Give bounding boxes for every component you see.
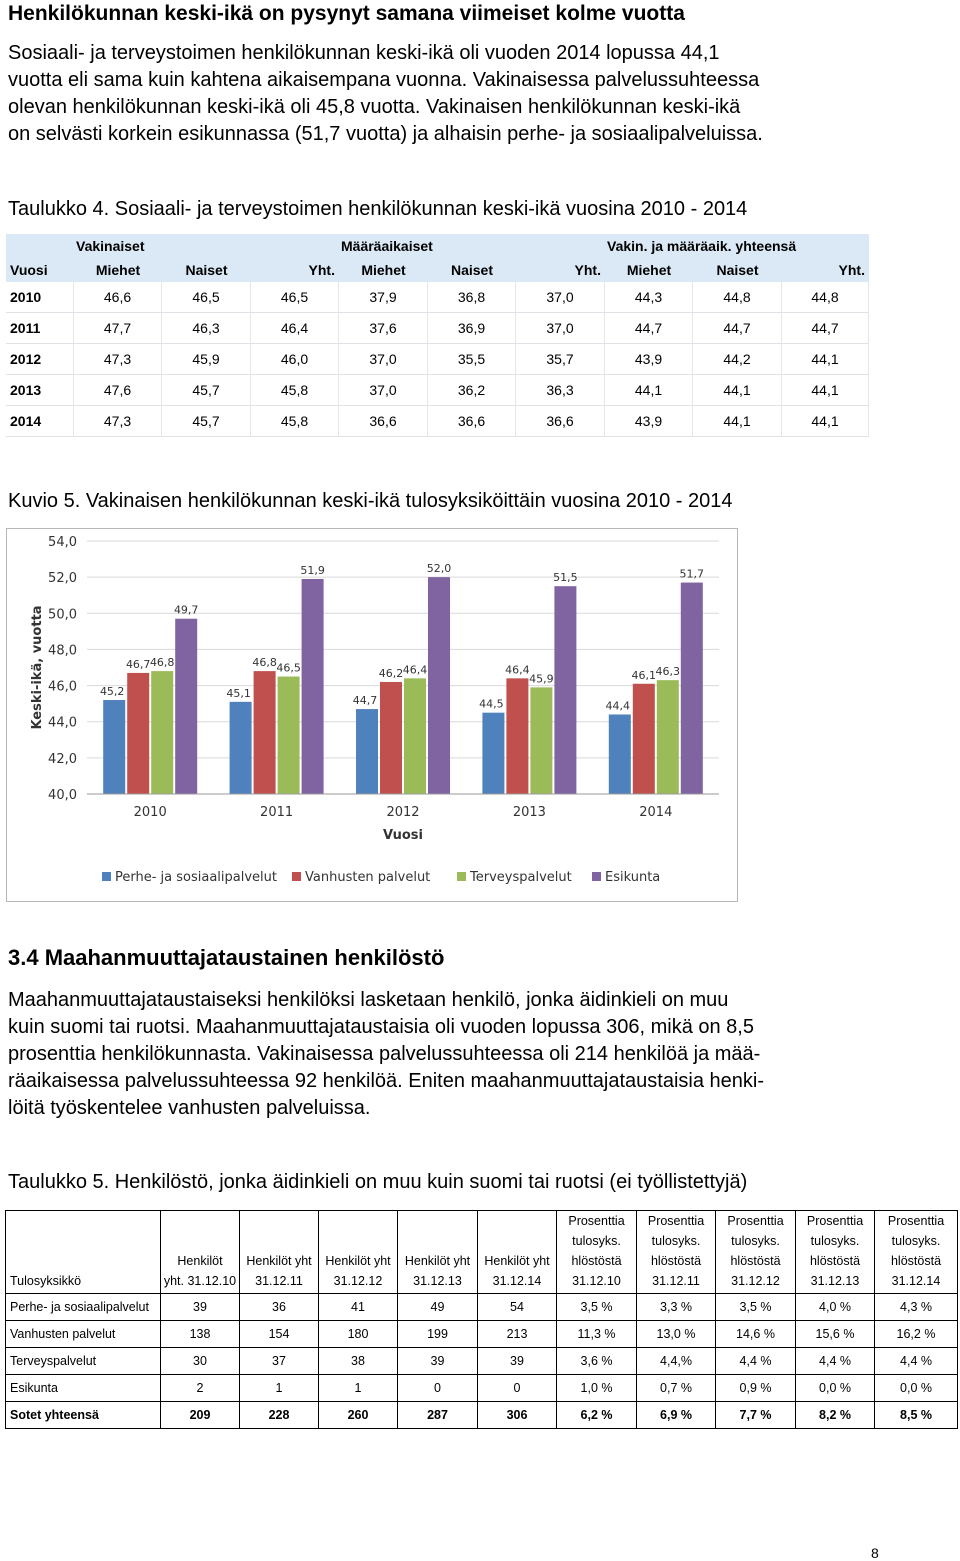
table-row <box>6 1321 958 1348</box>
y-axis-label: Keski-ikä, vuotta <box>30 605 45 730</box>
legend-label: Esikunta <box>605 870 661 885</box>
value-cell: 0,9 % <box>716 1375 796 1402</box>
y-tick-label: 44,0 <box>48 715 77 731</box>
x-tick-label: 2014 <box>639 805 673 820</box>
header-line: hlöstöstä <box>571 1254 622 1268</box>
x-axis-label: Vuosi <box>383 828 423 843</box>
header-line: tulosyks. <box>891 1234 941 1248</box>
header-line: Prosenttia <box>806 1214 864 1228</box>
section-heading: Henkilökunnan keski-ikä on pysynyt samana viimeiset kolme vuotta <box>8 2 685 25</box>
x-tick-label: 2012 <box>386 805 420 820</box>
x-tick-label: 2011 <box>260 805 294 820</box>
header-line: Tulosyksikkö <box>10 1274 82 1288</box>
value-cell: 47,7 <box>74 313 162 344</box>
paragraph-line: prosenttia henkilökunnasta. Vakinaisessa palvelussuhteessa oli 214 henkilöä ja mää- <box>8 1043 761 1065</box>
column-header <box>398 1211 478 1294</box>
bar <box>278 677 300 794</box>
value-cell: 1 <box>240 1375 319 1402</box>
value-cell: 4,4 % <box>716 1348 796 1375</box>
header-line: 31.12.13 <box>810 1274 860 1288</box>
value-cell: 44,2 <box>693 344 782 375</box>
figure-caption: Kuvio 5. Vakinaisen henkilökunnan keski-ikä tulosyksiköittäin vuosina 2010 - 2014 <box>8 490 733 512</box>
table4-caption: Taulukko 4. Sosiaali- ja terveystoimen henkilökunnan keski-ikä vuosina 2010 - 2014 <box>8 198 748 220</box>
y-tick-label: 46,0 <box>48 679 77 695</box>
value-cell: 36,2 <box>428 375 516 406</box>
header-line: hlöstöstä <box>809 1254 861 1268</box>
value-cell: 4,0 % <box>796 1294 875 1321</box>
unit-cell: Vanhusten palvelut <box>6 1321 161 1348</box>
value-cell: 37,0 <box>516 313 605 344</box>
data-label: 46,3 <box>655 665 681 679</box>
value-cell: 39 <box>398 1348 478 1375</box>
header-line: Prosenttia <box>887 1214 945 1228</box>
section-heading-3-4: 3.4 Maahanmuuttajataustainen henkilöstö <box>8 945 445 970</box>
group-header: Vakin. ja määräaik. yhteensä <box>605 234 869 258</box>
sub-header: Yht. <box>782 258 869 282</box>
value-cell: 3,5 % <box>557 1294 637 1321</box>
data-label: 49,7 <box>173 603 199 617</box>
data-label: 45,1 <box>226 686 251 700</box>
year-cell: 2010 <box>6 282 74 313</box>
value-cell: 209 <box>161 1402 240 1429</box>
table-row <box>6 344 869 375</box>
paragraph-line: räaikaisessa palvelussuhteessa 92 henkilöä. Eniten maahanmuuttajataustaisia henki- <box>8 1070 765 1092</box>
value-cell: 306 <box>478 1402 557 1429</box>
value-cell: 44,7 <box>605 313 693 344</box>
value-cell: 260 <box>319 1402 398 1429</box>
paragraph-line: löitä työskentelee vanhusten palveluissa. <box>8 1097 371 1119</box>
group-header: Vakinaiset <box>74 234 339 258</box>
x-tick-label: 2013 <box>512 805 546 820</box>
value-cell: 4,3 % <box>875 1294 958 1321</box>
header-line: 31.12.14 <box>891 1274 941 1288</box>
value-cell: 213 <box>478 1321 557 1348</box>
sub-header: Miehet <box>605 258 693 282</box>
value-cell: 47,6 <box>74 375 162 406</box>
data-label: 44,7 <box>352 694 378 708</box>
bar <box>103 700 125 794</box>
value-cell: 1 <box>319 1375 398 1402</box>
header-line: tulosyks. <box>572 1234 621 1248</box>
table4-average-age <box>6 234 869 437</box>
value-cell: 6,2 % <box>557 1402 637 1429</box>
value-cell: 45,7 <box>162 406 251 437</box>
value-cell: 39 <box>161 1294 240 1321</box>
header-line: tulosyks. <box>810 1234 860 1248</box>
sub-header: Miehet <box>74 258 162 282</box>
bar <box>506 678 528 794</box>
value-cell: 199 <box>398 1321 478 1348</box>
value-cell: 37,6 <box>339 313 428 344</box>
value-cell: 8,2 % <box>796 1402 875 1429</box>
header-line: 31.12.11 <box>255 1274 303 1288</box>
table-row <box>6 406 869 437</box>
value-cell: 0,7 % <box>637 1375 716 1402</box>
header-line: tulosyks. <box>651 1234 701 1248</box>
bar <box>554 586 576 794</box>
column-header <box>557 1211 637 1294</box>
y-tick-label: 42,0 <box>48 751 77 767</box>
value-cell: 44,1 <box>693 406 782 437</box>
paragraph-line: Maahanmuuttajataustaiseksi henkilöksi lasketaan henkilö, jonka äidinkieli on muu <box>8 989 729 1011</box>
value-cell: 228 <box>240 1402 319 1429</box>
x-tick-label: 2010 <box>133 805 167 820</box>
value-cell: 14,6 % <box>716 1321 796 1348</box>
data-label: 51,5 <box>553 571 578 585</box>
column-header <box>319 1211 398 1294</box>
year-cell: 2014 <box>6 406 74 437</box>
header-line: 31.12.13 <box>413 1274 462 1288</box>
header-line: Henkilöt yht <box>404 1254 471 1268</box>
value-cell: 35,5 <box>428 344 516 375</box>
value-cell: 36,8 <box>428 282 516 313</box>
value-cell: 44,3 <box>605 282 693 313</box>
value-cell: 45,8 <box>251 406 339 437</box>
value-cell: 15,6 % <box>796 1321 875 1348</box>
header-line: hlöstöstä <box>890 1254 942 1268</box>
value-cell: 36,6 <box>516 406 605 437</box>
bar <box>254 671 276 794</box>
header-line: 31.12.11 <box>652 1274 700 1288</box>
data-label: 52,0 <box>426 562 452 576</box>
group-header: Määräaikaiset <box>339 234 605 258</box>
value-cell: 44,1 <box>605 375 693 406</box>
value-cell: 45,7 <box>162 375 251 406</box>
value-cell: 36 <box>240 1294 319 1321</box>
value-cell: 36,9 <box>428 313 516 344</box>
table-row <box>6 1348 958 1375</box>
header-line: 31.12.12 <box>731 1274 780 1288</box>
intro-paragraph <box>8 40 763 148</box>
table-row <box>6 1375 958 1402</box>
header-line: 31.12.14 <box>492 1274 542 1288</box>
value-cell: 46,3 <box>162 313 251 344</box>
value-cell: 44,8 <box>782 282 869 313</box>
bar <box>482 713 504 794</box>
bar <box>530 687 552 794</box>
table5-immigrant-staff <box>5 1210 958 1429</box>
header-line: Henkilöt <box>177 1254 223 1268</box>
sub-header: Naiset <box>162 258 251 282</box>
bar <box>302 579 324 794</box>
y-tick-label: 52,0 <box>48 571 77 587</box>
value-cell: 180 <box>319 1321 398 1348</box>
bar <box>609 714 631 794</box>
total-row <box>6 1402 958 1429</box>
value-cell: 46,0 <box>251 344 339 375</box>
page-number: 8 <box>871 1545 879 1561</box>
bar <box>633 684 655 794</box>
value-cell: 0,0 % <box>796 1375 875 1402</box>
paragraph-line: kuin suomi tai ruotsi. Maahanmuuttajataustaisia oli vuoden lopussa 306, mikä on 8,5 <box>8 1016 754 1038</box>
value-cell: 37,9 <box>339 282 428 313</box>
bar-chart <box>6 528 738 902</box>
value-cell: 46,5 <box>162 282 251 313</box>
value-cell: 46,5 <box>251 282 339 313</box>
header-line: Prosenttia <box>568 1214 625 1228</box>
column-header <box>875 1211 958 1294</box>
table-row <box>6 375 869 406</box>
value-cell: 30 <box>161 1348 240 1375</box>
value-cell: 44,7 <box>782 313 869 344</box>
table5-header-row <box>6 1211 958 1294</box>
empty-cell <box>6 234 74 258</box>
header-line: Henkilöt yht <box>325 1254 391 1268</box>
value-cell: 0,0 % <box>875 1375 958 1402</box>
value-cell: 0 <box>478 1375 557 1402</box>
column-header <box>6 1211 161 1294</box>
y-tick-label: 50,0 <box>48 607 77 623</box>
table-row <box>6 313 869 344</box>
header-line: tulosyks. <box>731 1234 780 1248</box>
value-cell: 45,8 <box>251 375 339 406</box>
value-cell: 44,1 <box>782 344 869 375</box>
paragraph-line: olevan henkilökunnan keski-ikä oli 45,8 vuotta. Vakinaisen henkilökunnan keski-ikä <box>8 96 741 118</box>
bar <box>404 678 426 794</box>
unit-cell: Sotet yhteensä <box>6 1402 161 1429</box>
value-cell: 37,0 <box>339 344 428 375</box>
y-tick-label: 40,0 <box>48 788 77 803</box>
sub-header: Yht. <box>251 258 339 282</box>
y-tick-label: 48,0 <box>48 643 77 659</box>
table-row <box>6 1294 958 1321</box>
value-cell: 43,9 <box>605 344 693 375</box>
bar <box>380 682 402 794</box>
value-cell: 3,3 % <box>637 1294 716 1321</box>
legend-label: Perhe- ja sosiaalipalvelut <box>115 870 277 885</box>
year-cell: 2012 <box>6 344 74 375</box>
year-cell: 2011 <box>6 313 74 344</box>
table4-group-header <box>6 234 869 258</box>
value-cell: 44,1 <box>693 375 782 406</box>
column-header <box>478 1211 557 1294</box>
paragraph-line: vuotta eli sama kuin kahtena aikaisempana vuonna. Vakinaisessa palvelussuhteessa <box>8 69 760 91</box>
value-cell: 16,2 % <box>875 1321 958 1348</box>
value-cell: 0 <box>398 1375 478 1402</box>
bar <box>657 680 679 794</box>
value-cell: 13,0 % <box>637 1321 716 1348</box>
sub-header: Naiset <box>693 258 782 282</box>
bar <box>356 709 378 794</box>
data-label: 46,4 <box>402 663 428 677</box>
column-header <box>161 1211 240 1294</box>
value-cell: 46,6 <box>74 282 162 313</box>
value-cell: 38 <box>319 1348 398 1375</box>
value-cell: 4,4 % <box>796 1348 875 1375</box>
data-label: 51,7 <box>679 567 705 581</box>
paragraph-line: on selvästi korkein esikunnassa (51,7 vuotta) ja alhaisin perhe- ja sosiaalipalveluissa. <box>8 123 763 145</box>
value-cell: 4,4,% <box>637 1348 716 1375</box>
year-cell: 2013 <box>6 375 74 406</box>
value-cell: 6,9 % <box>637 1402 716 1429</box>
value-cell: 2 <box>161 1375 240 1402</box>
data-label: 44,4 <box>605 699 631 713</box>
unit-cell: Terveyspalvelut <box>6 1348 161 1375</box>
value-cell: 47,3 <box>74 344 162 375</box>
data-label: 46,7 <box>125 657 151 671</box>
sub-header: Yht. <box>516 258 605 282</box>
value-cell: 36,6 <box>428 406 516 437</box>
value-cell: 7,7 % <box>716 1402 796 1429</box>
bar <box>428 577 450 794</box>
value-cell: 138 <box>161 1321 240 1348</box>
value-cell: 47,3 <box>74 406 162 437</box>
legend-swatch <box>102 872 111 881</box>
value-cell: 37,0 <box>516 282 605 313</box>
value-cell: 35,7 <box>516 344 605 375</box>
sub-header: Miehet <box>339 258 428 282</box>
value-cell: 39 <box>478 1348 557 1375</box>
legend-label: Vanhusten palvelut <box>305 870 431 885</box>
value-cell: 44,1 <box>782 375 869 406</box>
header-line: Henkilöt yht <box>246 1254 312 1268</box>
data-label: 46,8 <box>149 656 175 670</box>
value-cell: 43,9 <box>605 406 693 437</box>
value-cell: 287 <box>398 1402 478 1429</box>
unit-cell: Perhe- ja sosiaalipalvelut <box>6 1294 161 1321</box>
column-header <box>796 1211 875 1294</box>
table5-caption: Taulukko 5. Henkilöstö, jonka äidinkieli on muu kuin suomi tai ruotsi (ei työllistettyjä) <box>8 1171 748 1193</box>
unit-cell: Esikunta <box>6 1375 161 1402</box>
value-cell: 37,0 <box>339 375 428 406</box>
value-cell: 3,6 % <box>557 1348 637 1375</box>
legend-swatch <box>292 872 301 881</box>
header-line: hlöstöstä <box>730 1254 781 1268</box>
data-label: 46,2 <box>378 666 404 680</box>
sub-header: Naiset <box>428 258 516 282</box>
chart-svg <box>7 529 737 901</box>
header-line: 31.12.12 <box>333 1274 383 1288</box>
value-cell: 3,5 % <box>716 1294 796 1321</box>
header-line: Henkilöt yht <box>484 1254 550 1268</box>
column-header <box>716 1211 796 1294</box>
column-header <box>240 1211 319 1294</box>
value-cell: 44,1 <box>782 406 869 437</box>
paragraph-line: Sosiaali- ja terveystoimen henkilökunnan keski-ikä oli vuoden 2014 lopussa 44,1 <box>8 42 720 64</box>
value-cell: 44,8 <box>693 282 782 313</box>
header-line: hlöstöstä <box>650 1254 702 1268</box>
value-cell: 154 <box>240 1321 319 1348</box>
data-label: 46,8 <box>252 656 277 670</box>
header-line: yht. 31.12.10 <box>163 1274 237 1288</box>
value-cell: 46,4 <box>251 313 339 344</box>
value-cell: 54 <box>478 1294 557 1321</box>
year-header: Vuosi <box>6 258 74 282</box>
value-cell: 49 <box>398 1294 478 1321</box>
legend-label: Terveyspalvelut <box>470 870 572 885</box>
value-cell: 36,3 <box>516 375 605 406</box>
header-line: 31.12.10 <box>572 1274 621 1288</box>
bar <box>175 619 197 794</box>
data-label: 45,2 <box>99 685 125 699</box>
legend-swatch <box>592 872 601 881</box>
bar <box>681 583 703 794</box>
data-label: 45,9 <box>529 672 554 686</box>
value-cell: 8,5 % <box>875 1402 958 1429</box>
value-cell: 37 <box>240 1348 319 1375</box>
bar <box>230 702 252 794</box>
value-cell: 1,0 % <box>557 1375 637 1402</box>
data-label: 44,5 <box>479 697 504 711</box>
legend-swatch <box>457 872 466 881</box>
value-cell: 11,3 % <box>557 1321 637 1348</box>
table-row <box>6 282 869 313</box>
value-cell: 44,7 <box>693 313 782 344</box>
bar <box>151 671 173 794</box>
column-header <box>637 1211 716 1294</box>
value-cell: 45,9 <box>162 344 251 375</box>
header-line: Prosenttia <box>727 1214 784 1228</box>
data-label: 46,5 <box>276 661 301 675</box>
bar <box>127 673 149 794</box>
header-line: Prosenttia <box>647 1214 705 1228</box>
value-cell: 4,4 % <box>875 1348 958 1375</box>
table4-sub-header <box>6 258 869 282</box>
y-tick-label: 54,0 <box>48 535 77 550</box>
value-cell: 41 <box>319 1294 398 1321</box>
data-label: 51,9 <box>300 563 325 577</box>
immigrant-paragraph <box>8 987 764 1122</box>
data-label: 46,1 <box>631 668 657 682</box>
data-label: 46,4 <box>505 663 530 677</box>
value-cell: 36,6 <box>339 406 428 437</box>
